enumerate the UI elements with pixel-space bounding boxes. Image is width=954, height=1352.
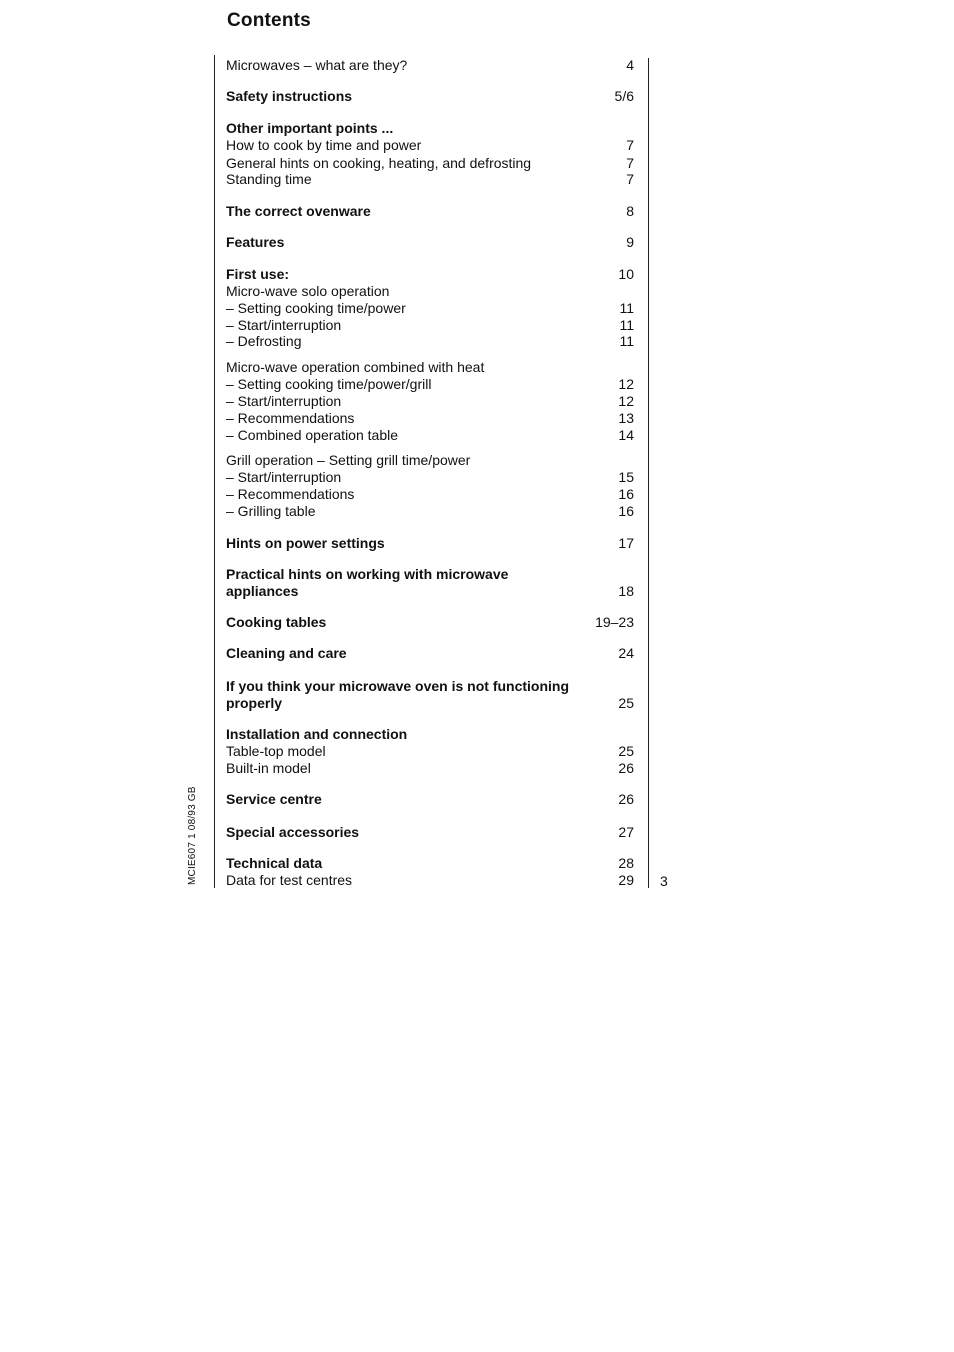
toc-entry-title: Micro-wave solo operation bbox=[226, 283, 390, 299]
toc-entry-title: Service centre bbox=[226, 791, 322, 807]
toc-entry bbox=[226, 333, 636, 350]
toc-entry bbox=[226, 137, 636, 154]
toc-entry-page: 26 bbox=[618, 760, 634, 776]
toc-entry-title: Micro-wave operation combined with heat bbox=[226, 359, 485, 375]
document-code: MCIE607 1 08/93 GB bbox=[187, 786, 198, 885]
toc-entry-title: – Recommendations bbox=[226, 410, 355, 426]
toc-entry bbox=[226, 57, 636, 74]
page-number: 3 bbox=[660, 873, 668, 889]
toc-entry bbox=[226, 376, 636, 393]
toc-entry bbox=[226, 120, 636, 137]
toc-entry-title: Table-top model bbox=[226, 743, 326, 759]
toc-entry-page: 16 bbox=[618, 503, 634, 519]
toc-entry bbox=[226, 760, 636, 777]
left-rule bbox=[214, 55, 215, 888]
toc-entry-page: 24 bbox=[618, 645, 634, 661]
toc-entry bbox=[226, 88, 636, 105]
toc-entry-title: Installation and connection bbox=[226, 726, 408, 742]
toc-entry-page: 26 bbox=[618, 791, 634, 807]
toc-entry-page: 13 bbox=[618, 410, 634, 426]
toc-entry bbox=[226, 300, 636, 317]
toc-entry-title: – Start/interruption bbox=[226, 317, 342, 333]
toc-entry bbox=[226, 486, 636, 503]
toc-entry bbox=[226, 678, 636, 712]
toc-entry-title: Grill operation – Setting grill time/power bbox=[226, 452, 471, 468]
toc-entry-page: 12 bbox=[618, 393, 634, 409]
toc-entry bbox=[226, 614, 636, 631]
toc-entry-title: Special accessories bbox=[226, 824, 360, 840]
toc-entry-title: Features bbox=[226, 234, 285, 250]
toc-entry-page: 7 bbox=[626, 137, 634, 153]
toc-entry-title: Microwaves – what are they? bbox=[226, 57, 408, 73]
toc-entry bbox=[226, 791, 636, 808]
toc-entry bbox=[226, 155, 636, 172]
toc-entry-page: 7 bbox=[626, 171, 634, 187]
toc-entry bbox=[226, 171, 636, 188]
toc-entry bbox=[226, 410, 636, 427]
toc-entry bbox=[226, 317, 636, 334]
toc-entry bbox=[226, 266, 636, 283]
toc-entry-title: Data for test centres bbox=[226, 872, 353, 888]
toc-entry-page: 25 bbox=[618, 743, 634, 759]
toc-entry-page: 10 bbox=[618, 266, 634, 282]
toc-entry-title: How to cook by time and power bbox=[226, 137, 422, 153]
toc-entry-page: 11 bbox=[619, 300, 634, 316]
toc-entry-page: 16 bbox=[618, 486, 634, 502]
toc-entry-page: 15 bbox=[618, 469, 634, 485]
toc-entry bbox=[226, 234, 636, 251]
toc-entry-title: Hints on power settings bbox=[226, 535, 385, 551]
toc-entry bbox=[226, 283, 636, 300]
toc-entry-page: 12 bbox=[618, 376, 634, 392]
toc-entry-page: 11 bbox=[619, 333, 634, 349]
toc-entry bbox=[226, 726, 636, 743]
toc-entry bbox=[226, 824, 636, 841]
toc-entry-title: Cleaning and care bbox=[226, 645, 347, 661]
toc-entry-page: 9 bbox=[626, 234, 634, 250]
toc-entry bbox=[226, 469, 636, 486]
toc-entry-title: Safety instructions bbox=[226, 88, 353, 104]
right-rule bbox=[648, 58, 649, 888]
toc-entry-title: – Setting cooking time/power/grill bbox=[226, 376, 432, 392]
toc-entry bbox=[226, 203, 636, 220]
toc-entry bbox=[226, 645, 636, 662]
toc-entry-page: 18 bbox=[618, 583, 634, 599]
toc-entry-title: The correct ovenware bbox=[226, 203, 371, 219]
toc-entry bbox=[226, 535, 636, 552]
toc-entry-page: 4 bbox=[626, 57, 634, 73]
toc-entry-title: Standing time bbox=[226, 171, 312, 187]
toc-entry-title: Cooking tables bbox=[226, 614, 327, 630]
toc-entry-page: 29 bbox=[618, 872, 634, 888]
toc-entry-title: – Grilling table bbox=[226, 503, 316, 519]
toc-entry bbox=[226, 872, 636, 889]
toc-entry-page: 14 bbox=[618, 427, 634, 443]
toc-entry-title: Built-in model bbox=[226, 760, 311, 776]
toc-entry-page: 11 bbox=[619, 317, 634, 333]
toc-entry-page: 27 bbox=[618, 824, 634, 840]
toc-entry-title: Technical data bbox=[226, 855, 323, 871]
toc-entry-title: – Start/interruption bbox=[226, 469, 342, 485]
toc-entry-title: Practical hints on working with microwave appliances bbox=[226, 566, 509, 599]
toc-entry-title: – Defrosting bbox=[226, 333, 302, 349]
toc-entry-title: First use: bbox=[226, 266, 290, 282]
toc-entry bbox=[226, 427, 636, 444]
toc-entry-title: – Setting cooking time/power bbox=[226, 300, 406, 316]
toc-entry-page: 25 bbox=[618, 695, 634, 711]
toc-entry bbox=[226, 452, 636, 469]
toc-entry-page: 7 bbox=[626, 155, 634, 171]
toc-entry-page: 17 bbox=[618, 535, 634, 551]
toc-entry-title: If you think your microwave oven is not functioning properly bbox=[226, 678, 570, 711]
toc-entry bbox=[226, 503, 636, 520]
page-title: Contents bbox=[227, 10, 311, 31]
toc-entry-page: 5/6 bbox=[614, 88, 634, 104]
toc-entry bbox=[226, 855, 636, 872]
toc-entry bbox=[226, 566, 636, 600]
toc-entry bbox=[226, 359, 636, 376]
toc-entry-title: Other important points ... bbox=[226, 120, 394, 136]
toc-entry-title: – Recommendations bbox=[226, 486, 355, 502]
toc-entry bbox=[226, 743, 636, 760]
toc-entry-title: – Combined operation table bbox=[226, 427, 399, 443]
toc-entry-title: – Start/interruption bbox=[226, 393, 342, 409]
toc-entry bbox=[226, 393, 636, 410]
toc-entry-page: 8 bbox=[626, 203, 634, 219]
toc-entry-page: 28 bbox=[618, 855, 634, 871]
toc-entry-title: General hints on cooking, heating, and defrosting bbox=[226, 155, 532, 171]
toc-entry-page: 19–23 bbox=[595, 614, 634, 630]
